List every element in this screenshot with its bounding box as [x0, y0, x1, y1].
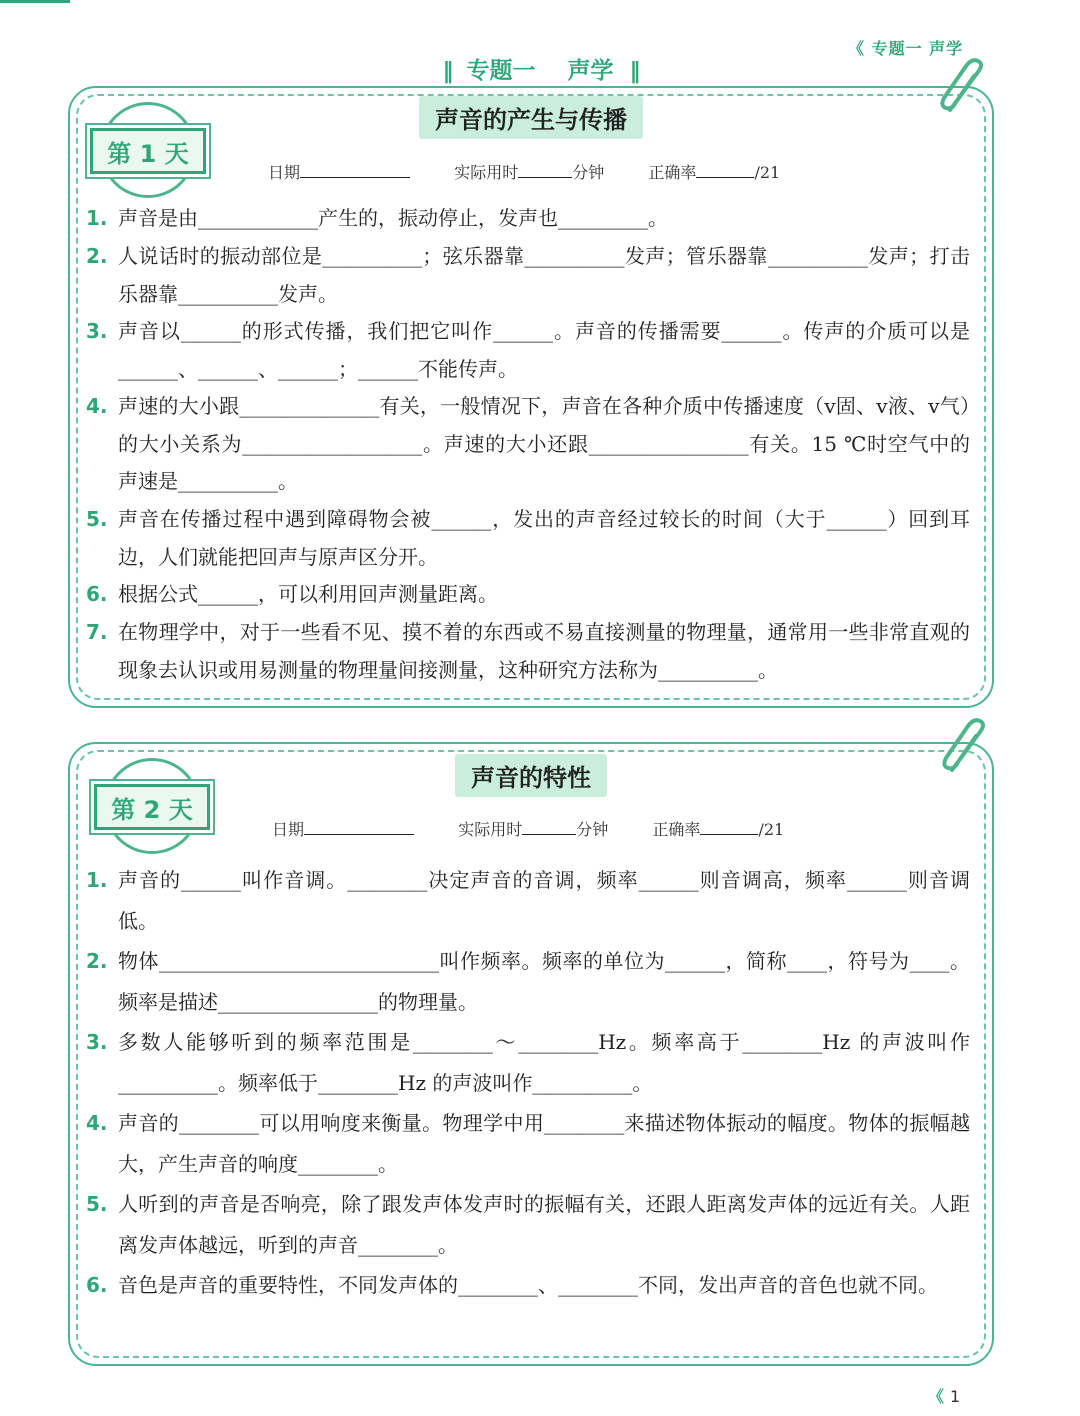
day1-question-5	[86, 501, 970, 576]
question-text: 声音的______叫作音调。________决定声音的音调，频率______则音调高，频率______则音调低。	[118, 868, 970, 933]
day1-question-7	[86, 614, 970, 689]
day1-badge-label: 第 1 天	[90, 128, 206, 174]
time-blank[interactable]	[518, 163, 572, 178]
day2-question-1	[86, 860, 970, 941]
time-unit: 分钟	[576, 820, 609, 839]
time-label: 实际用时	[458, 820, 523, 839]
question-text: 人说话时的振动部位是__________；弦乐器靠__________发声；管乐器靠__________发声；打击乐器靠__________发声。	[118, 244, 970, 306]
question-text: 物体____________________________叫作频率。频率的单位为______，简称____，符号为____。频率是描述________________的物理量。	[118, 949, 970, 1014]
question-text: 人听到的声音是否响亮，除了跟发声体发声时的振幅有关，还跟人距离发声体的远近有关。人距离发声体越远，听到的声音________。	[118, 1192, 970, 1257]
time-unit: 分钟	[572, 163, 605, 182]
accuracy-label: 正确率	[648, 163, 697, 182]
title-right-bars: ‖	[629, 59, 638, 84]
day2-question-3	[86, 1022, 970, 1103]
page-footer	[928, 1384, 960, 1407]
day2-question-6	[86, 1265, 970, 1306]
question-number: 6.	[86, 582, 108, 606]
day2-question-4	[86, 1103, 970, 1184]
accuracy-total: /21	[754, 163, 781, 182]
question-text: 在物理学中，对于一些看不见、摸不着的东西或不易直接测量的物理量，通常用一些非常直观的现象去认识或用易测量的物理量间接测量，这种研究方法称为__________。	[118, 620, 970, 682]
paperclip-icon	[938, 58, 992, 122]
question-text: 声音的________可以用响度来衡量。物理学中用________来描述物体振动的幅度。物体的振幅越大，产生声音的响度________。	[118, 1111, 970, 1176]
day1-question-3	[86, 313, 970, 388]
question-number: 4.	[86, 1111, 108, 1135]
page-number: 1	[950, 1387, 961, 1406]
day1-question-2	[86, 238, 970, 313]
day1-title-text: 声音的产生与传播	[419, 96, 643, 139]
question-text: 根据公式______，可以利用回声测量距离。	[118, 582, 498, 606]
day1-badge	[90, 102, 205, 197]
question-text: 声音是由____________产生的，振动停止，发声也_________。	[118, 206, 668, 230]
day1-title	[70, 96, 992, 139]
question-text: 多数人能够听到的频率范围是________～________Hz。频率高于________Hz 的声波叫作__________。频率低于________Hz 的声波叫作__________。	[118, 1030, 970, 1095]
question-number: 3.	[86, 1030, 108, 1054]
question-text: 声速的大小跟______________有关，一般情况下，声音在各种介质中传播速度（v固、v液、v气）的大小关系为__________________。声速的大小还跟________________有关。15 ℃时空气中的声速是__________。	[118, 394, 970, 493]
title-left-bars: ‖	[442, 59, 451, 84]
question-text: 声音以______的形式传播，我们把它叫作______。声音的传播需要______。传声的介质可以是______、______、______；______不能传声。	[118, 319, 970, 381]
day2-title-text: 声音的特性	[455, 754, 607, 797]
question-number: 1.	[86, 206, 108, 230]
question-number: 4.	[86, 394, 108, 418]
question-number: 2.	[86, 949, 108, 973]
day1-question-6	[86, 576, 970, 614]
day2-meta	[272, 817, 784, 840]
question-text: 音色是声音的重要特性，不同发声体的________、________不同，发出声音的音色也就不同。	[118, 1273, 938, 1297]
question-number: 1.	[86, 868, 108, 892]
question-number: 6.	[86, 1273, 108, 1297]
date-label: 日期	[268, 163, 301, 182]
day2-question-5	[86, 1184, 970, 1265]
question-number: 5.	[86, 1192, 108, 1216]
page-title	[0, 52, 1080, 85]
question-text: 声音在传播过程中遇到障碍物会被______，发出的声音经过较长的时间（大于______）回到耳边，人们就能把回声与原声区分开。	[118, 507, 970, 569]
footer-arrows: 《	[928, 1387, 945, 1406]
time-label: 实际用时	[454, 163, 519, 182]
page-title-text: 专题一 声学	[466, 58, 614, 84]
day2-question-2	[86, 941, 970, 1022]
accuracy-total: /21	[758, 820, 785, 839]
date-blank[interactable]	[304, 820, 414, 835]
paperclip-icon	[940, 718, 994, 782]
accuracy-blank[interactable]	[696, 163, 754, 178]
question-number: 5.	[86, 507, 108, 531]
date-label: 日期	[272, 820, 305, 839]
question-number: 3.	[86, 319, 108, 343]
day1-question-1	[86, 200, 970, 238]
day1-meta	[268, 160, 780, 183]
question-number: 7.	[86, 620, 108, 644]
day2-badge-label: 第 2 天	[94, 784, 210, 830]
day2-badge	[94, 758, 209, 853]
running-header: 《 专题一 声学	[848, 39, 964, 58]
question-number: 2.	[86, 244, 108, 268]
date-blank[interactable]	[300, 163, 410, 178]
accuracy-blank[interactable]	[700, 820, 758, 835]
day1-question-4	[86, 388, 970, 501]
top-accent-line	[0, 0, 70, 3]
time-blank[interactable]	[522, 820, 576, 835]
accuracy-label: 正确率	[652, 820, 701, 839]
